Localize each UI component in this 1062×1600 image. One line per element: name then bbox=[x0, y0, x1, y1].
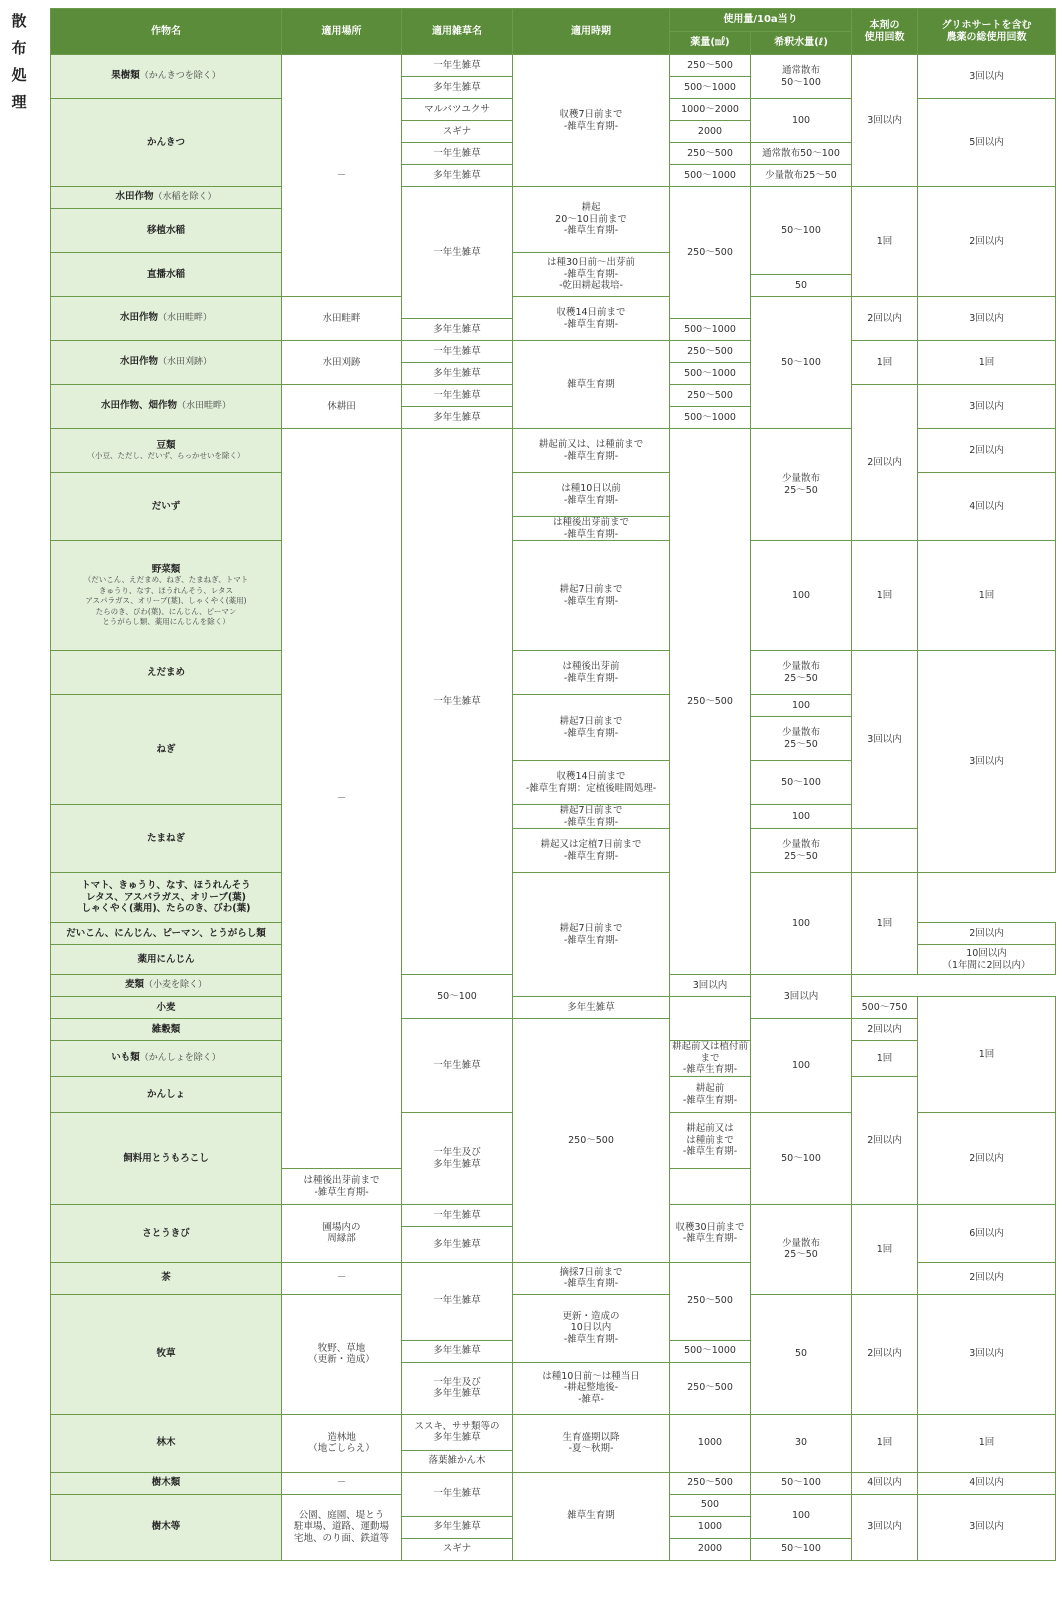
crop-cell bbox=[51, 1041, 282, 1077]
usage-table bbox=[50, 8, 1056, 1561]
crop-note: （だいこん、えだまめ、ねぎ、たまねぎ、トマト きゅうり、なす、ほうれんそう、レタス アスパラガス、オリーブ(葉)、しゃくやく(薬用) たらのき、びわ(葉)、にんじん、ピーマン とうがらし類、薬用にんじんを除く） bbox=[83, 575, 249, 626]
water-cell: 少量散布 25～50 bbox=[751, 429, 852, 541]
weed-cell: 一年生雑草 bbox=[402, 1262, 513, 1340]
time-cell: 耕起 20～10日前まで -雑草生育期- bbox=[513, 187, 670, 253]
crop-cell bbox=[51, 341, 282, 385]
water-cell: 50～100 bbox=[751, 761, 852, 805]
crop-cell: 林木 bbox=[51, 1414, 282, 1472]
dose-cell: 500～1000 bbox=[670, 407, 751, 429]
water-cell: 50～100 bbox=[751, 1113, 852, 1205]
dose-cell: 250～500 bbox=[670, 55, 751, 77]
count-cell: 1回 bbox=[918, 997, 1056, 1113]
place-cell: － bbox=[282, 55, 402, 297]
time-cell: は種後出芽前まで -雑草生育期- bbox=[513, 517, 670, 541]
total-cell: 3回以内 bbox=[751, 975, 852, 1019]
time-cell bbox=[670, 997, 751, 1041]
header-total: グリホサートを含む 農薬の総使用回数 bbox=[918, 9, 1056, 55]
total-cell: 4回以内 bbox=[918, 473, 1056, 541]
weed-cell: 一年生雑草 bbox=[402, 385, 513, 407]
count-cell: 3回以内 bbox=[670, 975, 751, 997]
water-cell: 30 bbox=[751, 1414, 852, 1472]
weed-cell: 一年生雑草 bbox=[402, 1019, 513, 1113]
header-place: 適用場所 bbox=[282, 9, 402, 55]
crop-cell bbox=[51, 187, 282, 209]
crop-name: 水田作物 bbox=[119, 356, 158, 368]
time-cell: 生育盛期以降 -夏～秋期- bbox=[513, 1414, 670, 1472]
dose-cell: 250～500 bbox=[670, 1472, 751, 1494]
header-usage: 使用量/10a当り bbox=[670, 9, 852, 32]
time-cell: 収穫14日前まで -雑草生育期- bbox=[513, 297, 670, 341]
total-cell: 2回以内 bbox=[918, 923, 1056, 945]
crop-name: 野菜類 bbox=[151, 563, 181, 575]
water-cell: 100 bbox=[751, 695, 852, 717]
crop-cell: 飼料用とうもろこし bbox=[51, 1113, 282, 1205]
time-cell: は種後出芽前 -雑草生育期- bbox=[513, 651, 670, 695]
time-cell: 雑草生育期 bbox=[513, 1472, 670, 1560]
water-cell: 50～100 bbox=[751, 297, 852, 429]
count-cell: 3回以内 bbox=[852, 651, 918, 829]
water-cell: 100 bbox=[751, 1494, 852, 1538]
dose-cell: 250～500 bbox=[670, 187, 751, 319]
dose-cell: 250～500 bbox=[670, 341, 751, 363]
time-cell: 耕起7日前まで -雑草生育期- bbox=[513, 873, 670, 997]
crop-cell: かんしょ bbox=[51, 1077, 282, 1113]
total-cell: 10回以内 （1年間に2回以内） bbox=[918, 945, 1056, 975]
crop-name: 果樹類 bbox=[111, 70, 140, 82]
total-cell: 2回以内 bbox=[918, 1262, 1056, 1294]
crop-name: 水田作物、畑作物 bbox=[100, 400, 177, 412]
place-cell: 水田畦畔 bbox=[282, 297, 402, 341]
time-cell: 耕起7日前まで -雑草生育期- bbox=[513, 541, 670, 651]
place-cell: － bbox=[282, 1262, 402, 1294]
weed-cell: 一年生雑草 bbox=[402, 143, 513, 165]
dose-cell: 250～500 bbox=[670, 1362, 751, 1414]
dose-cell: 2000 bbox=[670, 1538, 751, 1560]
total-cell: 2回以内 bbox=[852, 1077, 918, 1205]
section-label bbox=[8, 8, 30, 116]
weed-cell: 多年生雑草 bbox=[513, 997, 670, 1019]
count-cell: 2回以内 bbox=[852, 297, 918, 341]
time-cell: 耕起又は定植7日前まで -雑草生育期- bbox=[513, 829, 670, 873]
time-cell: 耕起7日前まで -雑草生育期- bbox=[513, 805, 670, 829]
crop-cell: かんきつ bbox=[51, 99, 282, 187]
header-count: 本剤の 使用回数 bbox=[852, 9, 918, 55]
total-cell: 1回 bbox=[852, 1041, 918, 1077]
weed-cell: 一年生雑草 bbox=[402, 1205, 513, 1227]
dose-cell: 250～500 bbox=[670, 429, 751, 975]
dose-cell: 250～500 bbox=[670, 1262, 751, 1340]
water-cell: 少量散布 25～50 bbox=[751, 829, 852, 873]
water-cell: 通常散布 50～100 bbox=[751, 55, 852, 99]
time-cell: 耕起7日前まで -雑草生育期- bbox=[513, 695, 670, 761]
weed-cell: 多年生雑草 bbox=[402, 363, 513, 385]
total-cell: 6回以内 bbox=[918, 1205, 1056, 1263]
weed-cell: ススキ、ササ類等の 多年生雑草 bbox=[402, 1414, 513, 1450]
count-cell: 1回 bbox=[852, 1414, 918, 1472]
weed-cell: 一年生雑草 bbox=[402, 341, 513, 363]
weed-cell: 多年生雑草 bbox=[402, 1227, 513, 1263]
total-cell: 2回以内 bbox=[852, 1019, 918, 1041]
weed-cell: 一年生雑草 bbox=[402, 187, 513, 319]
total-cell: 3回以内 bbox=[918, 1494, 1056, 1560]
water-cell: 50 bbox=[751, 275, 852, 297]
place-cell: － bbox=[282, 429, 402, 1169]
dose-cell: 500～750 bbox=[852, 997, 918, 1019]
total-cell: 4回以内 bbox=[918, 1472, 1056, 1494]
water-cell: 少量散布 25～50 bbox=[751, 651, 852, 695]
dose-cell: 2000 bbox=[670, 121, 751, 143]
place-cell: 圃場内の 周縁部 bbox=[282, 1205, 402, 1263]
water-cell: 100 bbox=[751, 1019, 852, 1113]
crop-note: （水田刈跡） bbox=[158, 357, 213, 368]
dose-cell: 1000～2000 bbox=[670, 99, 751, 121]
total-cell: 3回以内 bbox=[918, 385, 1056, 429]
crop-note: （水田畦畔） bbox=[158, 313, 213, 324]
crop-cell: ねぎ bbox=[51, 695, 282, 805]
dose-cell: 1000 bbox=[670, 1414, 751, 1472]
time-cell: は種10日前～は種当日 -耕起整地後- -雑草- bbox=[513, 1362, 670, 1414]
total-cell: 1回 bbox=[918, 1414, 1056, 1472]
crop-note: （小豆、ただし、だいず、らっかせいを除く） bbox=[87, 451, 245, 460]
time-cell: 雑草生育期 bbox=[513, 341, 670, 429]
water-cell: 通常散布50～100 bbox=[751, 143, 852, 165]
count-cell: 1回 bbox=[852, 873, 918, 975]
time-cell: は種後出芽前まで -雑草生育期- bbox=[282, 1169, 402, 1205]
weed-cell: 多年生雑草 bbox=[402, 165, 513, 187]
time-cell: 収穫30日前まで -雑草生育期- bbox=[670, 1205, 751, 1263]
water-cell: 100 bbox=[751, 873, 852, 975]
place-cell: 公園、庭園、堤とう 駐車場、道路、運動場 宅地、のり面、鉄道等 bbox=[282, 1494, 402, 1560]
place-cell: 水田刈跡 bbox=[282, 341, 402, 385]
weed-cell: 一年生及び 多年生雑草 bbox=[402, 1113, 513, 1205]
place-cell: － bbox=[282, 1472, 402, 1494]
count-cell: 3回以内 bbox=[852, 1494, 918, 1560]
crop-note: （水稲を除く） bbox=[153, 192, 217, 203]
weed-cell: 一年生雑草 bbox=[402, 429, 513, 975]
total-cell: 3回以内 bbox=[918, 55, 1056, 99]
total-cell: 3回以内 bbox=[918, 1294, 1056, 1414]
header-weed: 適用雑草名 bbox=[402, 9, 513, 55]
time-cell: は種30日前～出芽前 -雑草生育期- -乾田耕起栽培- bbox=[513, 253, 670, 297]
water-cell: 少量散布 25～50 bbox=[751, 717, 852, 761]
count-cell: 2回以内 bbox=[852, 385, 918, 541]
crop-name: いも類 bbox=[111, 1052, 140, 1064]
total-cell: 5回以内 bbox=[918, 99, 1056, 187]
count-cell: 3回以内 bbox=[852, 55, 918, 187]
weed-cell: 多年生雑草 bbox=[402, 407, 513, 429]
section-label-char: 理 bbox=[11, 93, 27, 111]
water-cell: 少量散布25～50 bbox=[751, 165, 852, 187]
crop-cell bbox=[51, 975, 282, 997]
count-cell: 4回以内 bbox=[852, 1472, 918, 1494]
crop-cell bbox=[51, 429, 282, 473]
water-cell: 50～100 bbox=[751, 1472, 852, 1494]
crop-cell: だいず bbox=[51, 473, 282, 541]
crop-cell: たまねぎ bbox=[51, 805, 282, 873]
time-cell: 耕起前又は、は種前まで -雑草生育期- bbox=[513, 429, 670, 473]
count-cell: 1回 bbox=[852, 187, 918, 297]
header-dose: 薬量(㎖) bbox=[670, 32, 751, 55]
crop-cell bbox=[51, 541, 282, 651]
dose-cell: 500 bbox=[670, 1494, 751, 1516]
time-cell: 耕起前 -雑草生育期- bbox=[670, 1077, 751, 1113]
crop-name: 水田作物 bbox=[115, 191, 154, 203]
crop-cell: 薬用にんじん bbox=[51, 945, 282, 975]
count-cell: 1回 bbox=[852, 341, 918, 385]
total-cell: 2回以内 bbox=[918, 187, 1056, 297]
crop-note: （水田畦畔） bbox=[177, 401, 232, 412]
total-cell: 3回以内 bbox=[918, 297, 1056, 341]
weed-cell: 一年生雑草 bbox=[402, 55, 513, 77]
time-cell: 更新・造成の 10日以内 -雑草生育期- bbox=[513, 1294, 670, 1362]
weed-cell: マルバツユクサ bbox=[402, 99, 513, 121]
weed-cell: 多年生雑草 bbox=[402, 1516, 513, 1538]
water-cell: 100 bbox=[751, 541, 852, 651]
place-cell: 造林地 （地ごしらえ） bbox=[282, 1414, 402, 1472]
count-cell: 1回 bbox=[852, 1205, 918, 1295]
crop-cell: えだまめ bbox=[51, 651, 282, 695]
time-cell: は種10日以前 -雑草生育期- bbox=[513, 473, 670, 517]
crop-cell: さとうきび bbox=[51, 1205, 282, 1263]
total-cell: 1回 bbox=[918, 341, 1056, 385]
time-cell: 耕起前又は植付前まで -雑草生育期- bbox=[670, 1041, 751, 1077]
dose-cell: 1000 bbox=[670, 1516, 751, 1538]
weed-cell: スギナ bbox=[402, 1538, 513, 1560]
water-cell: 50～100 bbox=[751, 1538, 852, 1560]
crop-cell: 樹木類 bbox=[51, 1472, 282, 1494]
crop-note: （小麦を除く） bbox=[144, 980, 208, 991]
time-cell: 耕起前又は は種前まで -雑草生育期- bbox=[670, 1113, 751, 1169]
time-cell: 収穫14日前まで -雑草生育期：定植後畦間処理- bbox=[513, 761, 670, 805]
crop-cell bbox=[51, 297, 282, 341]
water-cell: 50 bbox=[751, 1294, 852, 1414]
weed-cell: 多年生雑草 bbox=[402, 319, 513, 341]
crop-cell: だいこん、にんじん、ピーマン、とうがらし類 bbox=[51, 923, 282, 945]
place-cell: 牧野、草地 （更新・造成） bbox=[282, 1294, 402, 1414]
weed-cell: 落葉雑かん木 bbox=[402, 1450, 513, 1472]
section-label-char: 布 bbox=[11, 39, 27, 57]
dose-cell: 500～1000 bbox=[670, 1340, 751, 1362]
section-label-char: 散 bbox=[11, 12, 27, 30]
weed-cell: 一年生及び 多年生雑草 bbox=[402, 1362, 513, 1414]
header-crop: 作物名 bbox=[51, 9, 282, 55]
water-cell: 50～100 bbox=[402, 975, 513, 1019]
count-cell: 2回以内 bbox=[918, 1113, 1056, 1205]
count-cell: 2回以内 bbox=[852, 1294, 918, 1414]
weed-cell: 一年生雑草 bbox=[402, 1472, 513, 1516]
crop-cell: トマト、きゅうり、なす、ほうれんそう レタス、アスパラガス、オリーブ(葉) しゃくやく(薬用)、たらのき、びわ(葉) bbox=[51, 873, 282, 923]
weed-cell: 多年生雑草 bbox=[402, 77, 513, 99]
total-cell: 3回以内 bbox=[918, 651, 1056, 873]
header-water: 希釈水量(ℓ) bbox=[751, 32, 852, 55]
dose-cell: 500～1000 bbox=[670, 165, 751, 187]
crop-cell: 雑穀類 bbox=[51, 1019, 282, 1041]
count-cell: 1回 bbox=[852, 541, 918, 651]
water-cell: 50～100 bbox=[751, 187, 852, 275]
crop-cell: 茶 bbox=[51, 1262, 282, 1294]
crop-name: 麦類 bbox=[124, 979, 144, 991]
dose-cell: 250～500 bbox=[513, 1019, 670, 1263]
water-cell: 100 bbox=[751, 99, 852, 143]
total-cell: 2回以内 bbox=[918, 429, 1056, 473]
weed-cell: 多年生雑草 bbox=[402, 1340, 513, 1362]
crop-cell: 小麦 bbox=[51, 997, 282, 1019]
crop-cell: 直播水稲 bbox=[51, 253, 282, 297]
dose-cell: 500～1000 bbox=[670, 319, 751, 341]
dose-cell: 500～1000 bbox=[670, 363, 751, 385]
weed-cell: スギナ bbox=[402, 121, 513, 143]
dose-cell: 250～500 bbox=[670, 143, 751, 165]
header-time: 適用時期 bbox=[513, 9, 670, 55]
crop-cell bbox=[51, 385, 282, 429]
water-cell: 100 bbox=[751, 805, 852, 829]
dose-cell: 500～1000 bbox=[670, 77, 751, 99]
water-cell: 少量散布 25～50 bbox=[751, 1205, 852, 1295]
crop-name: 豆類 bbox=[156, 439, 176, 451]
section-label-char: 処 bbox=[11, 66, 27, 84]
place-cell: 休耕田 bbox=[282, 385, 402, 429]
time-cell: 収穫7日前まで -雑草生育期- bbox=[513, 55, 670, 187]
crop-cell: 移植水稲 bbox=[51, 209, 282, 253]
time-cell: 摘採7日前まで -雑草生育期- bbox=[513, 1262, 670, 1294]
crop-name: 水田作物 bbox=[119, 312, 158, 324]
crop-note: （かんしょを除く） bbox=[139, 1053, 221, 1064]
crop-cell: 牧草 bbox=[51, 1294, 282, 1414]
crop-cell bbox=[51, 55, 282, 99]
crop-note: （かんきつを除く） bbox=[139, 71, 221, 82]
crop-cell: 樹木等 bbox=[51, 1494, 282, 1560]
total-cell: 1回 bbox=[918, 541, 1056, 651]
dose-cell: 250～500 bbox=[670, 385, 751, 407]
